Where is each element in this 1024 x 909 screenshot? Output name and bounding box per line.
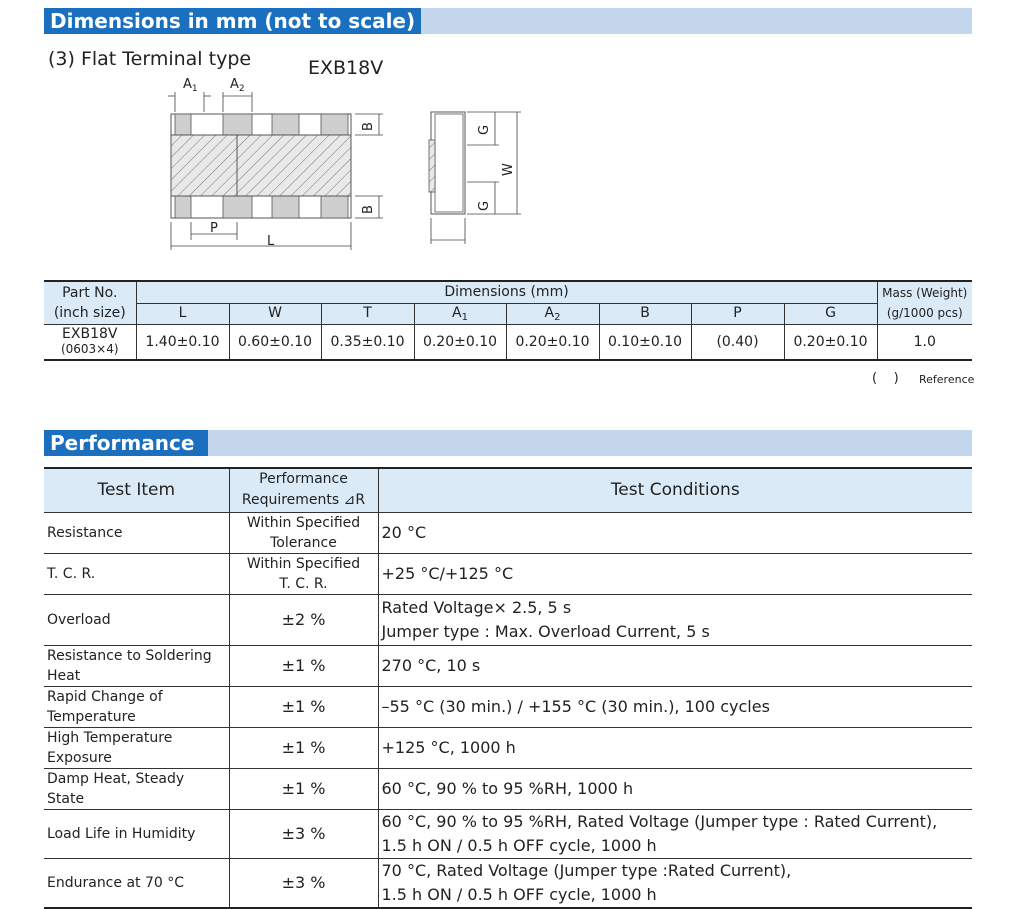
part-name-label: EXB18V [308,57,384,79]
req-cell: ±1 % [229,768,378,809]
item-cell: Overload [44,594,229,645]
performance-row [44,809,972,858]
item-cell: Resistance to Soldering Heat [44,645,229,686]
value-cell: 0.20±0.10 [414,324,506,360]
performance-section-title: Performance [44,430,208,456]
value-cell: 0.20±0.10 [784,324,877,360]
conditions-header: Test Conditions [378,468,972,512]
col-header: G [784,303,877,324]
col-header: P [691,303,784,324]
col-header: T [321,303,414,324]
performance-table [44,467,972,909]
performance-row [44,594,972,645]
col-header: $A_1$ [414,303,506,324]
b-label-top: B [361,122,376,131]
performance-row [44,645,972,686]
b-label-bottom: B [361,205,376,214]
l-label: L [267,234,275,249]
dimensions-header: Dimensions (mm) [136,281,877,303]
value-cell: 0.20±0.10 [506,324,599,360]
cond-cell: Rated Voltage× 2.5, 5 s Jumper type : Max. Overload Current, 5 s [378,594,972,645]
a1-label: $A_1$ [183,77,198,94]
req-cell: ±2 % [229,594,378,645]
mass-header: Mass (Weight) [877,281,972,303]
value-cell: 0.60±0.10 [229,324,321,360]
part-cell: EXB18V (0603×4) [60,325,119,356]
req-cell: ±1 % [229,727,378,768]
col-header: B [599,303,691,324]
value-cell: 1.40±0.10 [136,324,229,360]
cond-cell: 70 °C, Rated Voltage (Jumper type :Rated Current), 1.5 h ON / 0.5 h OFF cycle, 1000 h [378,858,972,908]
item-cell: Endurance at 70 °C [44,858,229,908]
resistor-side-view [431,112,465,214]
col-header: W [229,303,321,324]
performance-row [44,686,972,727]
cond-cell: +125 °C, 1000 h [378,727,972,768]
performance-row [44,768,972,809]
req-cell: ±1 % [229,645,378,686]
item-cell: Resistance [44,512,229,553]
value-cell: (0.40) [691,324,784,360]
reference-note: Reference [919,373,975,386]
req-cell: Within Specified Tolerance [229,512,378,553]
performance-section-bar [44,430,972,456]
performance-row [44,512,972,553]
req-cell: ±3 % [229,809,378,858]
inch-size-header: (inch size) [44,303,136,324]
performance-row [44,858,972,908]
dimensions-section-title: Dimensions in mm (not to scale) [44,8,421,34]
item-cell: Rapid Change of Temperature [44,686,229,727]
col-header: $A_2$ [506,303,599,324]
performance-row [44,553,972,594]
flat-terminal-diagram [150,70,550,250]
mass-unit-header: (g/1000 pcs) [877,303,972,324]
resistive-element [171,135,351,196]
req-cell: ±1 % [229,686,378,727]
req-cell: Within Specified T. C. R. [229,553,378,594]
w-label: W [501,163,516,176]
mass-cell: 1.0 [877,324,972,360]
performance-row [44,727,972,768]
reference-paren: ( ) [872,371,899,386]
item-cell: T. C. R. [44,553,229,594]
cond-cell: 270 °C, 10 s [378,645,972,686]
req-cell: ±3 % [229,858,378,908]
a2-label: $A_2$ [230,77,245,94]
g-label-bottom: G [477,200,492,211]
cond-cell: 60 °C, 90 % to 95 %RH, Rated Voltage (Jumper type : Rated Current), 1.5 h ON / 0.5 h OFF cycle, 1000 h [378,809,972,858]
col-header: L [136,303,229,324]
cond-cell: +25 °C/+125 °C [378,553,972,594]
part-no-header: Part No. [44,281,136,303]
item-cell: Damp Heat, Steady State [44,768,229,809]
p-label: P [210,221,218,236]
value-cell: 0.35±0.10 [321,324,414,360]
test-item-header: Test Item [44,468,229,512]
requirements-header: Performance Requirements ⊿R [229,468,378,512]
cond-cell: 60 °C, 90 % to 95 %RH, 1000 h [378,768,972,809]
g-label-top: G [477,124,492,135]
item-cell: Load Life in Humidity [44,809,229,858]
dimensions-section-bar [44,8,972,34]
flat-terminal-subtitle: (3) Flat Terminal type [48,48,252,70]
cond-cell: –55 °C (30 min.) / +155 °C (30 min.), 100 cycles [378,686,972,727]
cond-cell: 20 °C [378,512,972,553]
item-cell: High Temperature Exposure [44,727,229,768]
value-cell: 0.10±0.10 [599,324,691,360]
dimensions-table [44,280,972,361]
